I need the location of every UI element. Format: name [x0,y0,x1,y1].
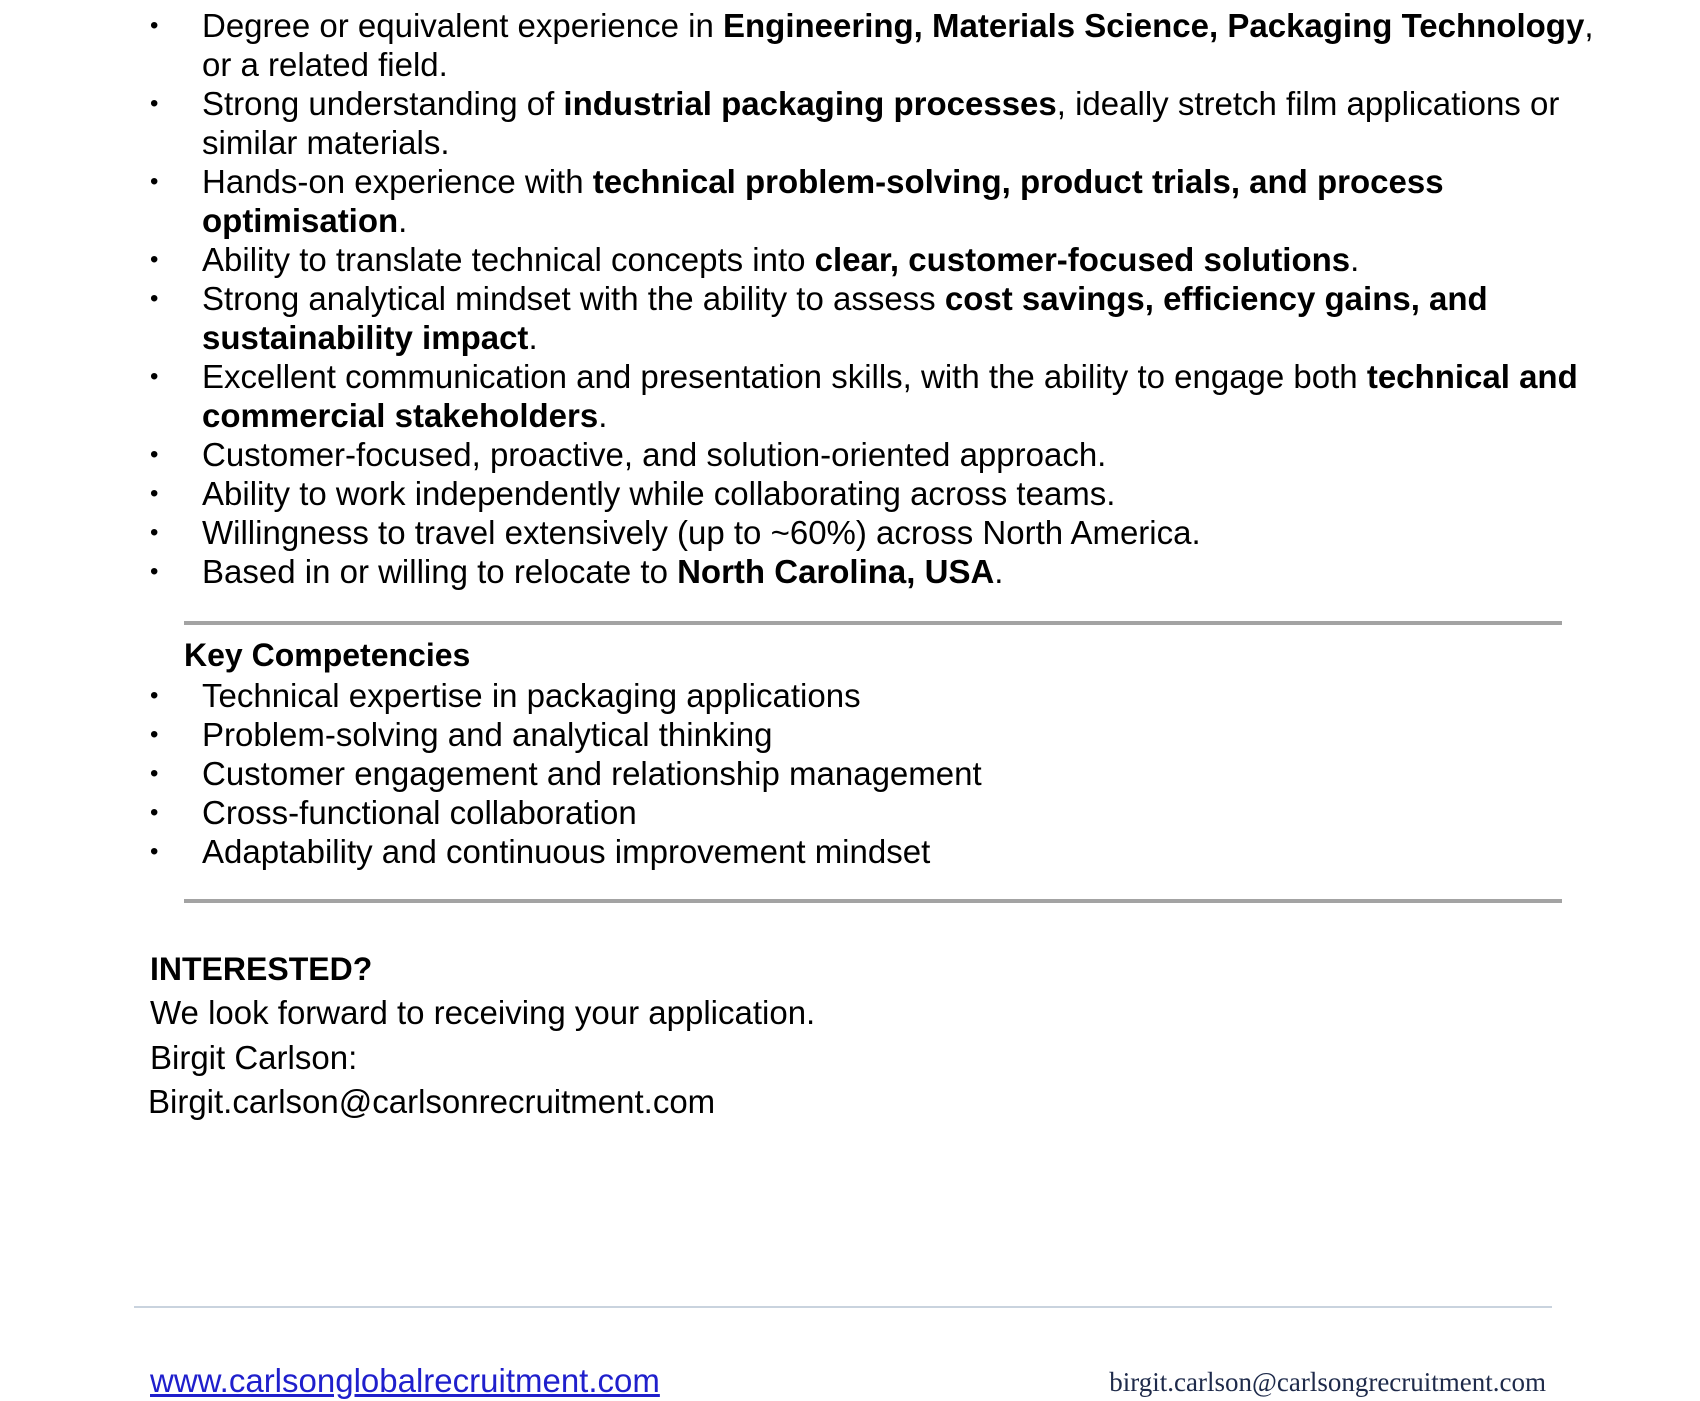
requirement-text-bold: North Carolina, USA [677,553,995,590]
requirement-text-bold: Engineering, Materials Science, Packaging Technology [723,7,1585,44]
bullet-icon: • [150,760,159,787]
interested-heading: INTERESTED? [150,951,373,987]
bullet-icon: • [150,799,159,826]
requirement-item [150,240,1630,279]
requirement-text-bold: technical and commercial stakeholders [202,358,1578,434]
requirement-text: Degree or equivalent experience in [202,7,723,44]
key-competencies-heading: Key Competencies [184,637,471,673]
requirement-text: Customer-focused, proactive, and solution-oriented approach. [202,436,1107,473]
competency-text: Technical expertise in packaging applications [202,677,861,714]
bullet-icon: • [150,441,159,468]
requirement-text: Ability to translate technical concepts into [202,241,815,278]
bullet-icon: • [150,519,159,546]
competency-item [150,793,1630,832]
requirement-text: . [1350,241,1360,278]
requirement-item [150,552,1630,591]
bullet-icon: • [150,246,159,273]
requirement-item [150,162,1630,240]
requirement-text: , ideally stretch film applications or similar materials. [202,85,1560,161]
contact-email[interactable]: Birgit.carlson@carlsonrecruitment.com [148,1083,716,1120]
requirement-text: . [994,553,1004,590]
section-divider [184,899,1562,903]
bullet-icon: • [150,12,159,39]
competency-text: Adaptability and continuous improvement mindset [202,833,931,870]
bullet-icon: • [150,168,159,195]
bullet-icon: • [150,480,159,507]
bullet-icon: • [150,363,159,390]
requirement-text-bold: cost savings, efficiency gains, and sustainability impact [202,280,1488,356]
requirement-text: Based in or willing to relocate to [202,553,678,590]
contact-message: We look forward to receiving your application. [150,994,816,1031]
contact-name: Birgit Carlson: [150,1039,358,1076]
requirement-item [150,279,1630,357]
requirement-item [150,84,1630,162]
bullet-icon: • [150,285,159,312]
requirement-text: Ability to work independently while collaborating across teams. [202,475,1116,512]
footer-website-link[interactable]: www.carlsonglobalrecruitment.com [150,1362,660,1399]
section-divider [184,621,1562,625]
requirement-item [150,513,1630,552]
requirement-text-bold: clear, customer-focused solutions [814,241,1351,278]
requirement-text: . [598,397,608,434]
competency-text: Customer engagement and relationship management [202,755,982,792]
bullet-icon: • [150,682,159,709]
requirement-item [150,6,1630,84]
competency-text: Cross-functional collaboration [202,794,637,831]
requirement-item [150,474,1630,513]
requirement-text: Strong understanding of [202,85,564,122]
requirement-text: Excellent communication and presentation skills, with the ability to engage both [202,358,1367,395]
requirement-text: . [398,202,408,239]
requirement-text: Willingness to travel extensively (up to ~60%) across North America. [202,514,1201,551]
requirement-text: . [528,319,538,356]
requirement-text: Strong analytical mindset with the ability to assess [202,280,945,317]
requirement-text: Hands-on experience with [202,163,593,200]
footer-email[interactable]: birgit.carlson@carlsongrecruitment.com [1109,1367,1546,1397]
competency-item [150,832,1630,871]
requirements-list [150,6,1630,591]
competency-item [150,676,1630,715]
bullet-icon: • [150,838,159,865]
bullet-icon: • [150,90,159,117]
competency-item [150,715,1630,754]
requirement-item [150,357,1630,435]
bullet-icon: • [150,558,159,585]
requirement-text-bold: technical problem-solving, product trials, and process optimisation [202,163,1444,239]
requirement-text: , or a related field. [202,7,1594,83]
requirement-text-bold: industrial packaging processes [563,85,1057,122]
competencies-list [150,676,1630,871]
competency-item [150,754,1630,793]
footer-divider [134,1306,1552,1308]
competency-text: Problem-solving and analytical thinking [202,716,773,753]
bullet-icon: • [150,721,159,748]
requirement-item [150,435,1630,474]
